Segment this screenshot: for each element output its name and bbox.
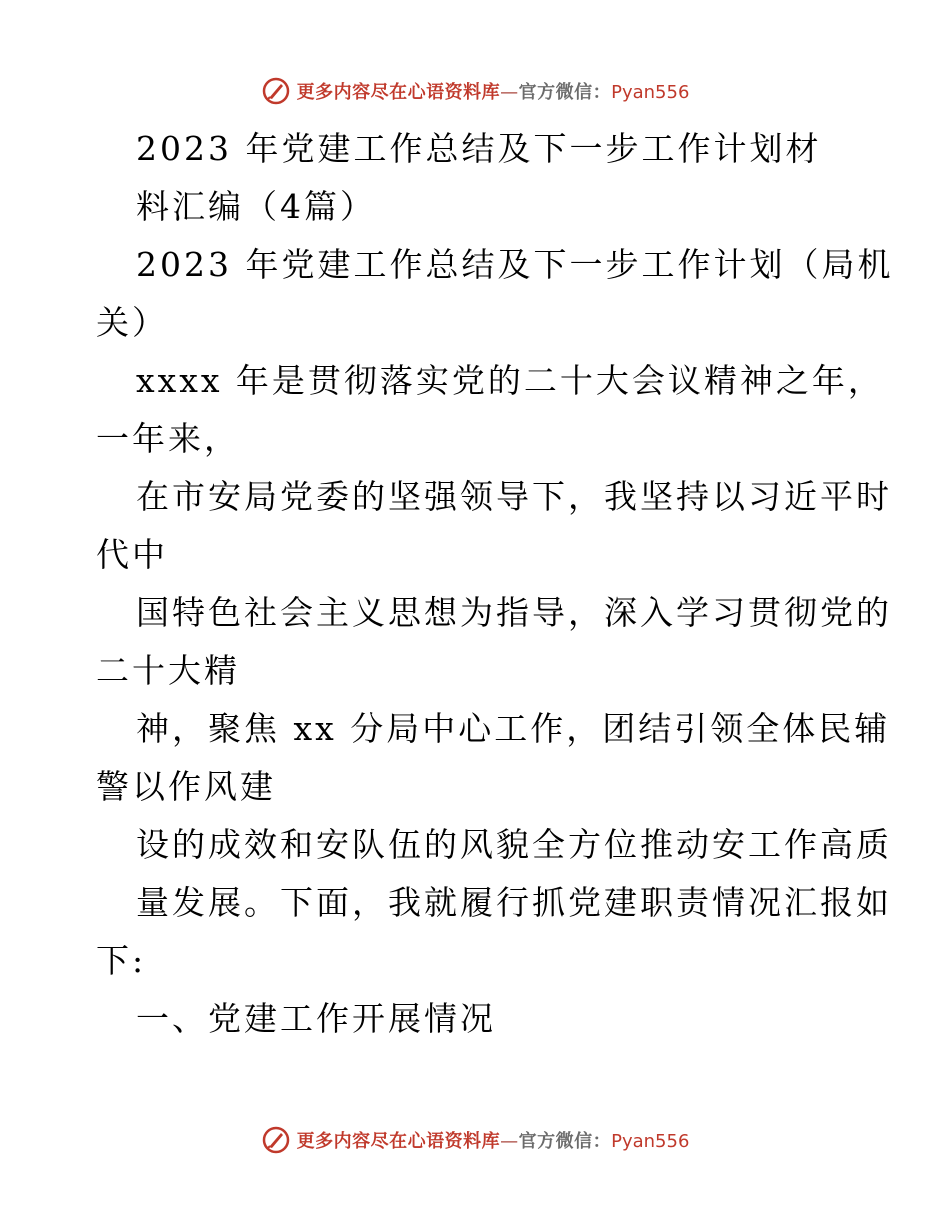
- document-body: [96, 120, 894, 1048]
- text-line: 关）: [96, 303, 168, 342]
- text-line: 一年来，: [96, 419, 240, 458]
- text-line: 在市安局党委的坚强领导下，我坚持以习近平时: [136, 477, 892, 516]
- text-line: 2023 年党建工作总结及下一步工作计划（局机: [136, 245, 894, 284]
- text-line: 一、党建工作开展情况: [136, 999, 496, 1038]
- text-line: 二十大精: [96, 651, 240, 690]
- text-line: 代中: [96, 535, 168, 574]
- quill-logo-icon: [261, 1125, 291, 1155]
- text-line: 料汇编（4篇）: [136, 187, 376, 226]
- watermark-text: 更多内容尽在心语资料库—官方微信：Pyan556: [296, 1131, 690, 1152]
- text-line: 2023 年党建工作总结及下一步工作计划材: [136, 129, 822, 168]
- text-line: 量发展。下面，我就履行抓党建职责情况汇报如: [136, 883, 892, 922]
- quill-logo-icon: [261, 76, 291, 106]
- header-watermark: [0, 71, 950, 111]
- text-line: 警以作风建: [96, 767, 276, 806]
- text-line: 设的成效和安队伍的风貌全方位推动安工作高质: [136, 825, 892, 864]
- footer-watermark: [0, 1120, 950, 1160]
- text-line: 神，聚焦 xx 分局中心工作，团结引领全体民辅: [136, 709, 891, 748]
- text-line: 国特色社会主义思想为指导，深入学习贯彻党的: [136, 593, 892, 632]
- watermark-text: 更多内容尽在心语资料库—官方微信：Pyan556: [296, 82, 690, 103]
- text-line: xxxx 年是贯彻落实党的二十大会议精神之年，: [136, 361, 884, 400]
- text-line: 下:: [96, 941, 147, 980]
